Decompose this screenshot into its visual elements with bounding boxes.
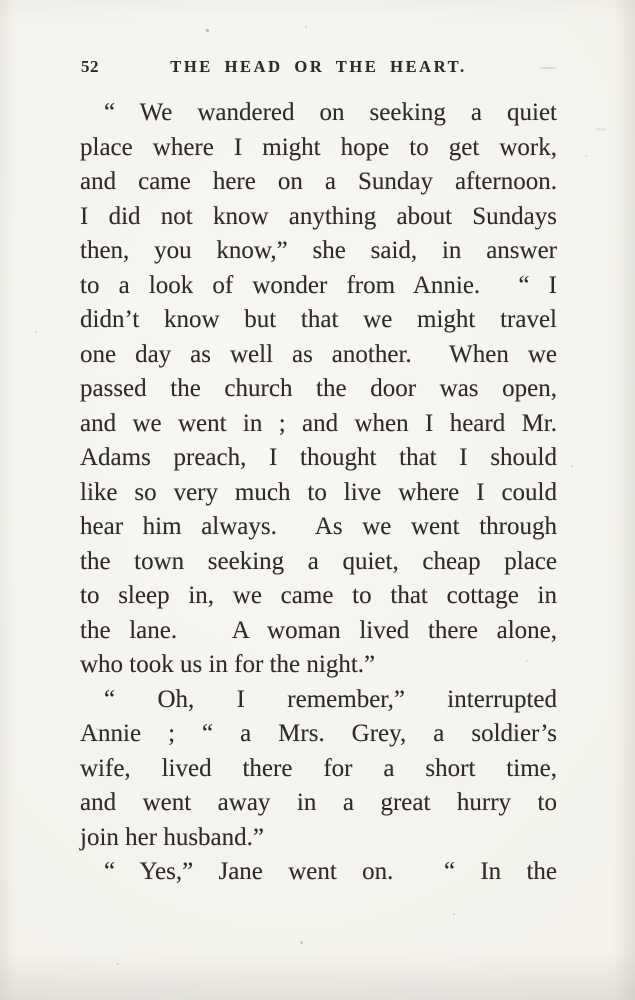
paper-speck — [585, 155, 587, 157]
paragraph — [80, 855, 557, 890]
paper-speck — [372, 222, 374, 224]
paper-speck — [35, 331, 37, 333]
running-title: THE HEAD OR THE HEART. — [170, 57, 467, 76]
text-line: who took us in for the night.” — [80, 651, 376, 678]
paper-speck — [305, 26, 307, 28]
text-line: wife, lived there for a short time, — [80, 754, 557, 782]
text-line: to sleep in, we came to that cottage in — [80, 582, 557, 609]
paragraph — [80, 683, 557, 856]
paper-speck — [206, 29, 209, 32]
text-line: and came here on a Sunday afternoon. — [80, 168, 557, 195]
paper-speck — [571, 465, 573, 467]
paper-speck — [453, 913, 455, 915]
text-line: I did not know anything about Sundays — [80, 202, 557, 230]
text-line: the lane. A woman lived there alone, — [80, 616, 557, 644]
page-number: 52 — [81, 57, 99, 76]
text-line: passed the church the door was open, — [80, 375, 557, 402]
text-line: didn’t know but that we might travel — [80, 306, 557, 333]
page-body-text — [80, 96, 557, 890]
text-line: like so very much to live where I could — [80, 478, 557, 506]
running-head — [80, 57, 557, 81]
text-line: “ We wandered on seeking a quiet — [104, 99, 557, 126]
text-line: the town seeking a quiet, cheap place — [80, 547, 557, 575]
paper-speck — [117, 963, 119, 965]
text-line: Adams preach, I thought that I should — [80, 444, 557, 471]
paragraph — [80, 96, 557, 683]
paper-smudge — [596, 128, 606, 131]
paper-speck — [96, 728, 98, 730]
text-line: “ Oh, I remember,” interrupted — [104, 685, 557, 713]
text-line: Annie ; “ a Mrs. Grey, a soldier’s — [80, 720, 557, 747]
text-line: and we went in ; and when I heard Mr. — [80, 409, 557, 437]
text-line: then, you know,” she said, in answer — [80, 237, 557, 264]
text-line: hear him always. As we went through — [80, 513, 557, 540]
paper-speck — [526, 660, 528, 662]
text-line: and went away in a great hurry to — [80, 789, 557, 816]
text-line: join her husband.” — [80, 823, 264, 851]
text-line: one day as well as another. When we — [80, 340, 557, 368]
text-line: “ Yes,” Jane went on. “ In the — [104, 858, 557, 885]
paper-smudge — [540, 67, 556, 69]
paper-speck — [300, 941, 303, 944]
text-line: to a look of wonder from Annie. “ I — [80, 271, 557, 299]
text-line: place where I might hope to get work, — [80, 133, 557, 161]
